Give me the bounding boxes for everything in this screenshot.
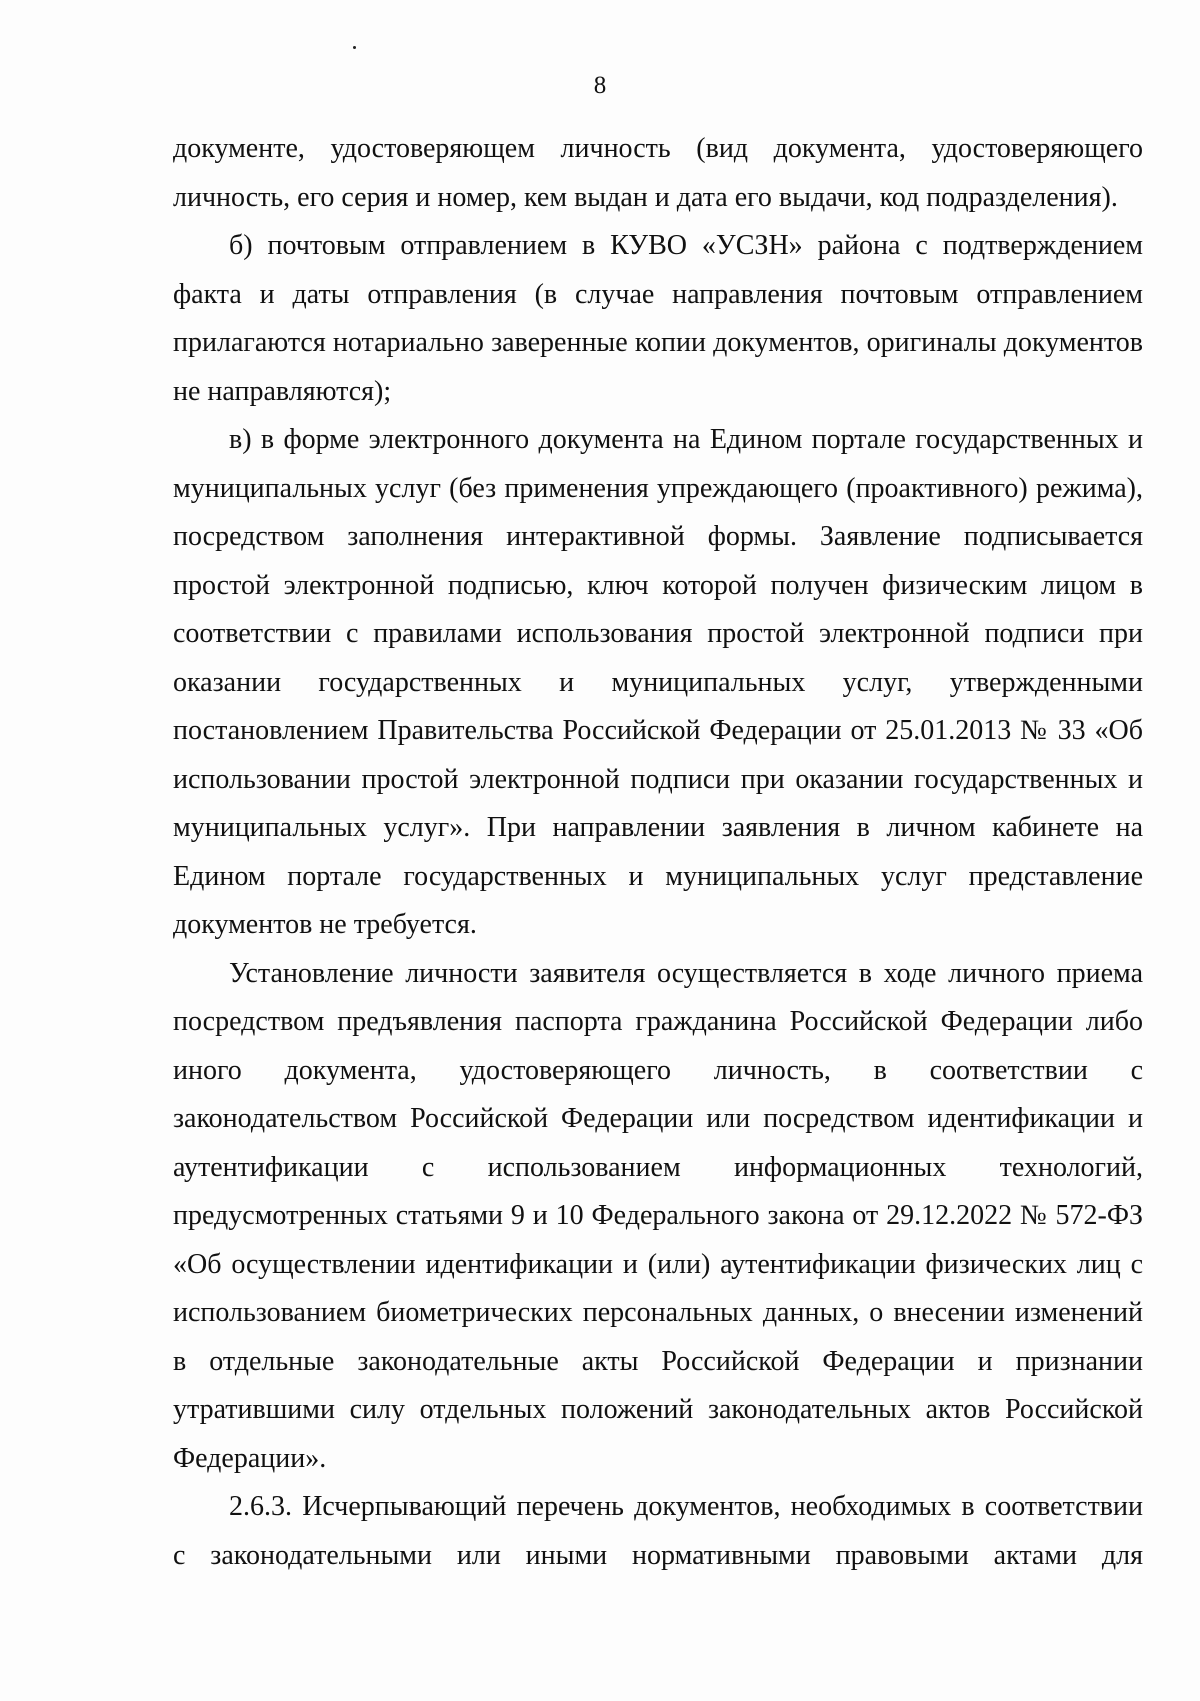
document-body xyxy=(173,125,1143,1580)
page-number: 8 xyxy=(593,72,607,99)
paragraph-identity: Установление личности заявителя осуществляется в ходе личного приема посредством предъявления паспорта гражданина Российской Федерации либо иного документа, удостоверяющего личность, в соответствии с законодательством Российской Федерации или посредством идентификации и аутентификации с использованием информационных технологий, предусмотренных статьями 9 и 10 Федерального закона от 29.12.2022 № 572-ФЗ «Об осуществлении идентификации и (или) аутентификации физических лиц с использованием биометрических персональных данных, о внесении изменений в отдельные законодательные акты Российской Федерации и признании утратившими силу отдельных положений законодательных актов Российской Федерации». xyxy=(173,957,1143,1474)
paragraph-item-b: б) почтовым отправлением в КУВО «УСЗН» района с подтверждением факта и даты отправления (в случае направления почтовым отправлением прилагаются нотариально заверенные копии документов, оригиналы документов не направляются); xyxy=(173,230,1143,407)
scan-speck xyxy=(353,46,356,49)
paragraph-2-6-3: 2.6.3. Исчерпывающий перечень документов, необходимых в соответствии с законодательными или иными нормативными правовыми актами для xyxy=(173,1491,1143,1571)
paragraph-item-v: в) в форме электронного документа на Едином портале государственных и муниципальных услуг (без применения упреждающего (проактивного) режима), посредством заполнения интерактивной формы. Заявление подписывается простой электронной подписью, ключ которой получен физическим лицом в соответствии с правилами использования простой электронной подписи при оказании государственных и муниципальных услуг, утвержденными постановлением Правительства Российской Федерации от 25.01.2013 № 33 «Об использовании простой электронной подписи при оказании государственных и муниципальных услуг». При направлении заявления в личном кабинете на Едином портале государственных и муниципальных услуг представление документов не требуется. xyxy=(173,424,1143,940)
paragraph-continuation: документе, удостоверяющем личность (вид документа, удостоверяющего личность, его серия и номер, кем выдан и дата его выдачи, код подразделения). xyxy=(173,133,1143,213)
